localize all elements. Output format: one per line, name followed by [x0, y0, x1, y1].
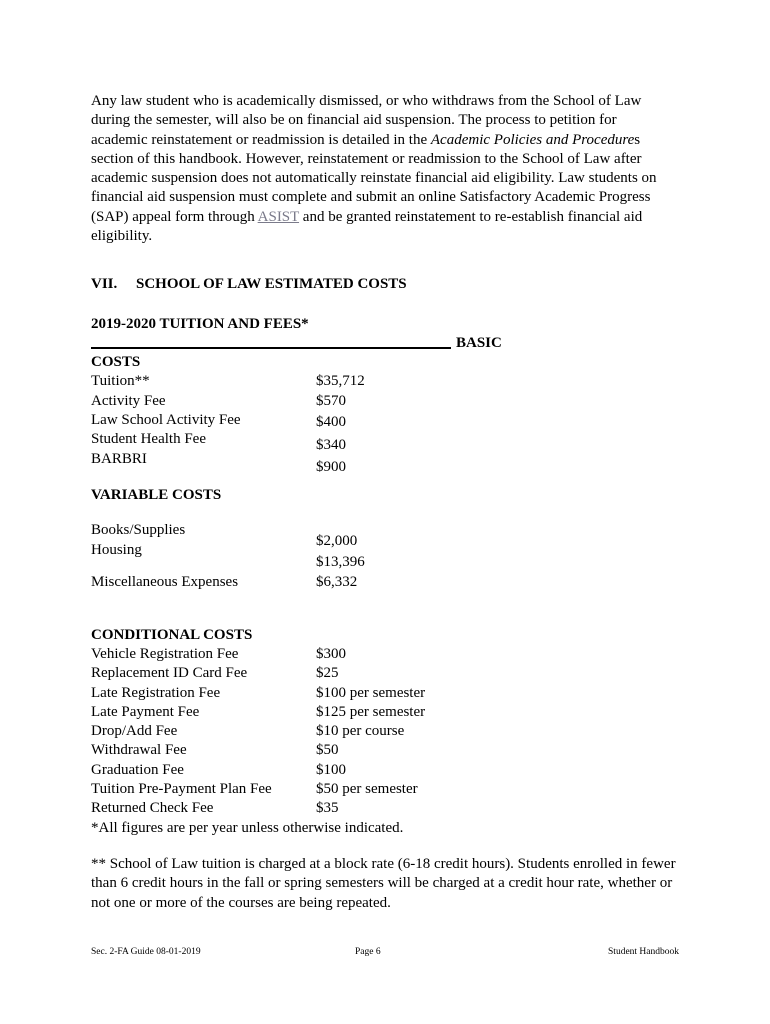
cost-name: Returned Check Fee	[91, 800, 214, 816]
section-number: VII.	[91, 276, 118, 292]
costs-label: COSTS	[91, 354, 141, 370]
cost-name: Late Payment Fee	[91, 704, 200, 720]
intro-line: during the semester, will also be on financial aid suspension. The process to petition for	[91, 112, 617, 129]
cost-amount: $50	[316, 742, 339, 758]
cost-amount: $340	[316, 437, 346, 453]
footnote-line: ** School of Law tuition is charged at a block rate (6-18 credit hours). Students enrolled in fewer	[91, 856, 676, 872]
tuition-footnote	[91, 855, 711, 913]
cost-amount: $25	[316, 665, 339, 681]
cost-name: Activity Fee	[91, 393, 166, 409]
cost-name: Tuition**	[91, 373, 150, 389]
cost-amount: $2,000	[316, 533, 358, 549]
basic-label: BASIC	[456, 335, 502, 351]
intro-line	[91, 208, 691, 227]
intro-text: academic reinstatement or readmission is detailed in the	[91, 131, 431, 148]
cost-amount: $900	[316, 459, 346, 475]
cost-amount: $400	[316, 414, 346, 430]
heading-rule	[91, 347, 451, 349]
asist-link[interactable]: ASIST	[257, 208, 300, 225]
intro-text: and be granted reinstatement to re-establish financial aid	[299, 208, 643, 225]
footer-document-title: Student Handbook	[608, 947, 679, 957]
intro-line: academic suspension does not automatically reinstate financial aid eligibility. Law students on	[91, 170, 657, 187]
conditional-costs-heading: CONDITIONAL COSTS	[91, 627, 253, 643]
cost-amount: $10 per course	[316, 723, 405, 739]
cost-name: Books/Supplies	[91, 522, 186, 538]
footnote-line: than 6 credit hours in the fall or spring semesters will be charged at a credit hour rate, whether or	[91, 875, 673, 892]
cost-name: Tuition Pre-Payment Plan Fee	[91, 781, 272, 797]
cost-name: Housing	[91, 542, 142, 558]
cost-amount: $50 per semester	[316, 781, 418, 797]
variable-costs-heading: VARIABLE COSTS	[91, 487, 222, 503]
cost-name: Student Health Fee	[91, 431, 206, 447]
intro-line: Any law student who is academically dismissed, or who withdraws from the School of Law	[91, 93, 642, 109]
cost-name: BARBRI	[91, 451, 147, 467]
cost-name: Replacement ID Card Fee	[91, 665, 248, 681]
intro-line: financial aid suspension must complete and submit an online Satisfactory Academic Progress	[91, 189, 651, 206]
cost-name: Miscellaneous Expenses	[91, 574, 239, 590]
tuition-heading: 2019-2020 TUITION AND FEES*	[91, 316, 309, 332]
cost-name: Graduation Fee	[91, 762, 184, 778]
cost-amount: $570	[316, 393, 346, 409]
cost-amount: $125 per semester	[316, 704, 426, 720]
cost-amount: $100	[316, 762, 346, 778]
cost-name: Vehicle Registration Fee	[91, 646, 239, 662]
cost-name: Drop/Add Fee	[91, 723, 178, 739]
handbook-section-title: Academic Policies and Procedure	[430, 131, 635, 148]
cost-amount: $300	[316, 646, 346, 662]
intro-text: (SAP) appeal form through	[91, 208, 258, 225]
intro-line: eligibility.	[91, 228, 153, 245]
cost-amount: $35,712	[316, 373, 365, 389]
intro-text: s	[634, 131, 641, 148]
cost-amount: $6,332	[316, 574, 358, 590]
footnote-line: not one or more of the courses are being repeated.	[91, 894, 391, 911]
cost-name: Withdrawal Fee	[91, 742, 187, 758]
cost-name: Late Registration Fee	[91, 685, 221, 701]
cost-amount: $13,396	[316, 554, 365, 570]
section-title: SCHOOL OF LAW ESTIMATED COSTS	[136, 276, 407, 292]
footer-section-label: Sec. 2-FA Guide 08-01-2019	[91, 947, 201, 957]
intro-line	[91, 131, 691, 150]
intro-line: section of this handbook. However, reinstatement or readmission to the School of Law after	[91, 150, 642, 167]
footnote-figures: *All figures are per year unless otherwise indicated.	[91, 820, 404, 836]
cost-amount: $100 per semester	[316, 685, 426, 701]
cost-amount: $35	[316, 800, 339, 816]
footer-page-number: Page 6	[355, 947, 381, 957]
cost-name: Law School Activity Fee	[91, 412, 241, 428]
intro-paragraph	[91, 92, 691, 246]
